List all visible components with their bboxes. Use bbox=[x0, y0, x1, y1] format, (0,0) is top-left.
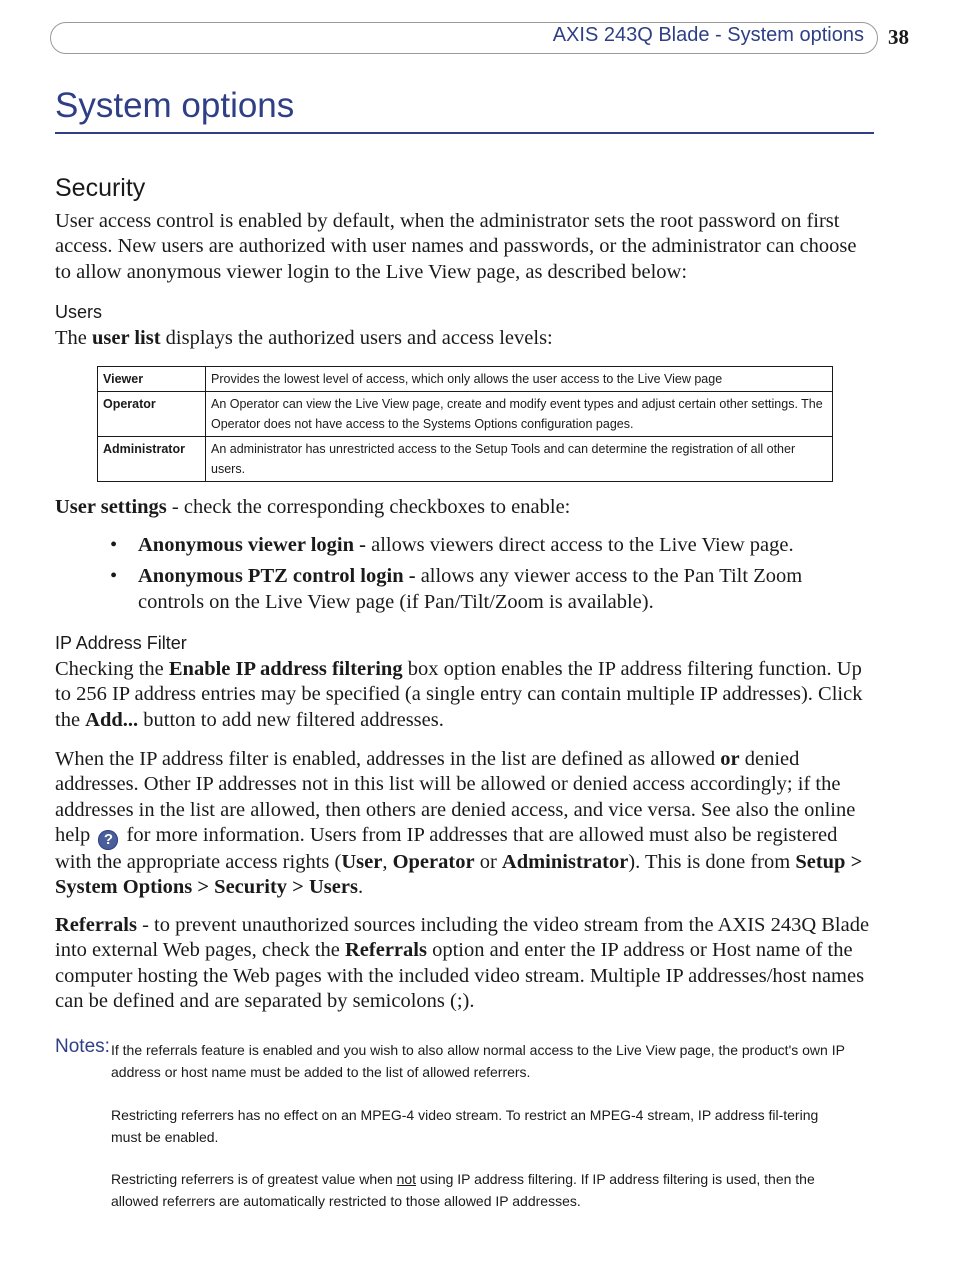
table-row bbox=[98, 392, 833, 437]
title-divider bbox=[55, 132, 874, 134]
referrals-paragraph: Referrals - to prevent unauthorized sources including the video stream from the AXIS 243Q Blade into external Web pages, check the Referrals option and enter the IP address or Host name of the computer hosting the Web pages with the included video stream. Multiple IP addresses/host names can be defined and are separated by semicolons (;). bbox=[55, 914, 870, 1012]
table-row bbox=[98, 367, 833, 392]
role-cell: Viewer bbox=[98, 367, 206, 392]
description-cell: An administrator has unrestricted access to the Setup Tools and can determine the registration of all other users. bbox=[206, 437, 833, 482]
note-2: Restricting referrers has no effect on an MPEG-4 video stream. To restrict an MPEG-4 stream, IP address fil-tering must be enabled. bbox=[111, 1107, 819, 1145]
ip-filter-details: When the IP address filter is enabled, addresses in the list are defined as allowed or denied addresses. Other IP addresses not in this list will be allowed or denied access accordingly; if the addresses in the list are allowed, then others are denied access, and vice versa. See also the online help ? for more information. Users from IP addresses that are allowed must also be registered with the appropriate access rights (User, Operator or Administrator). This is done from Setup > System Options > Security > Users. bbox=[55, 748, 863, 899]
description-cell: Provides the lowest level of access, which only allows the user access to the Live View page bbox=[206, 367, 833, 392]
note-3: Restricting referrers is of greatest value when not using IP address filtering. If IP address filtering is used, then the allowed referrers are automatically restricted to those allowed IP addresses. bbox=[111, 1171, 815, 1209]
header-title: AXIS 243Q Blade - System options bbox=[552, 24, 864, 46]
user-settings-text: User settings - check the corresponding checkboxes to enable: bbox=[55, 496, 571, 518]
help-icon: ? bbox=[98, 830, 118, 850]
role-cell: Administrator bbox=[98, 437, 206, 482]
ip-filter-heading: IP Address Filter bbox=[55, 633, 187, 653]
description-cell: An Operator can view the Live View page, create and modify event types and adjust certain other settings. The Operator does not have access to the Systems Options configuration pages. bbox=[206, 392, 833, 437]
user-settings-list bbox=[110, 533, 870, 621]
security-heading: Security bbox=[55, 174, 146, 202]
ip-filter-paragraph: Checking the Enable IP address filtering box option enables the IP address filtering function. Up to 256 IP address entries may be specified (a single entry can contain multiple IP addresses). Click the Add... button to add new filtered addresses. bbox=[55, 658, 863, 731]
list-item: • Anonymous viewer login - allows viewers direct access to the Live View page. bbox=[110, 533, 870, 558]
users-heading: Users bbox=[55, 302, 103, 322]
user-levels-table bbox=[97, 366, 833, 482]
security-intro: User access control is enabled by default, when the administrator sets the root password on first access. New users are authorized with user names and passwords, or the administrator can choose to allow anonymous viewer login to the Live View page, as described below: bbox=[55, 210, 857, 283]
note-1: If the referrals feature is enabled and you wish to also allow normal access to the Live View page, the product's own IP address or host name must be added to the list of allowed referrers. bbox=[111, 1042, 845, 1080]
users-intro: The user list displays the authorized users and access levels: bbox=[55, 327, 553, 349]
notes-label: Notes: bbox=[55, 1036, 110, 1057]
bullet-icon: • bbox=[110, 565, 118, 588]
table-row bbox=[98, 437, 833, 482]
bullet-icon: • bbox=[110, 534, 118, 556]
page-number: 38 bbox=[888, 25, 909, 49]
list-item: • Anonymous PTZ control login - allows any viewer access to the Pan Tilt Zoom controls on the Live View page (if Pan/Tilt/Zoom is available). bbox=[110, 565, 803, 613]
role-cell: Operator bbox=[98, 392, 206, 437]
page-title: System options bbox=[55, 86, 295, 125]
